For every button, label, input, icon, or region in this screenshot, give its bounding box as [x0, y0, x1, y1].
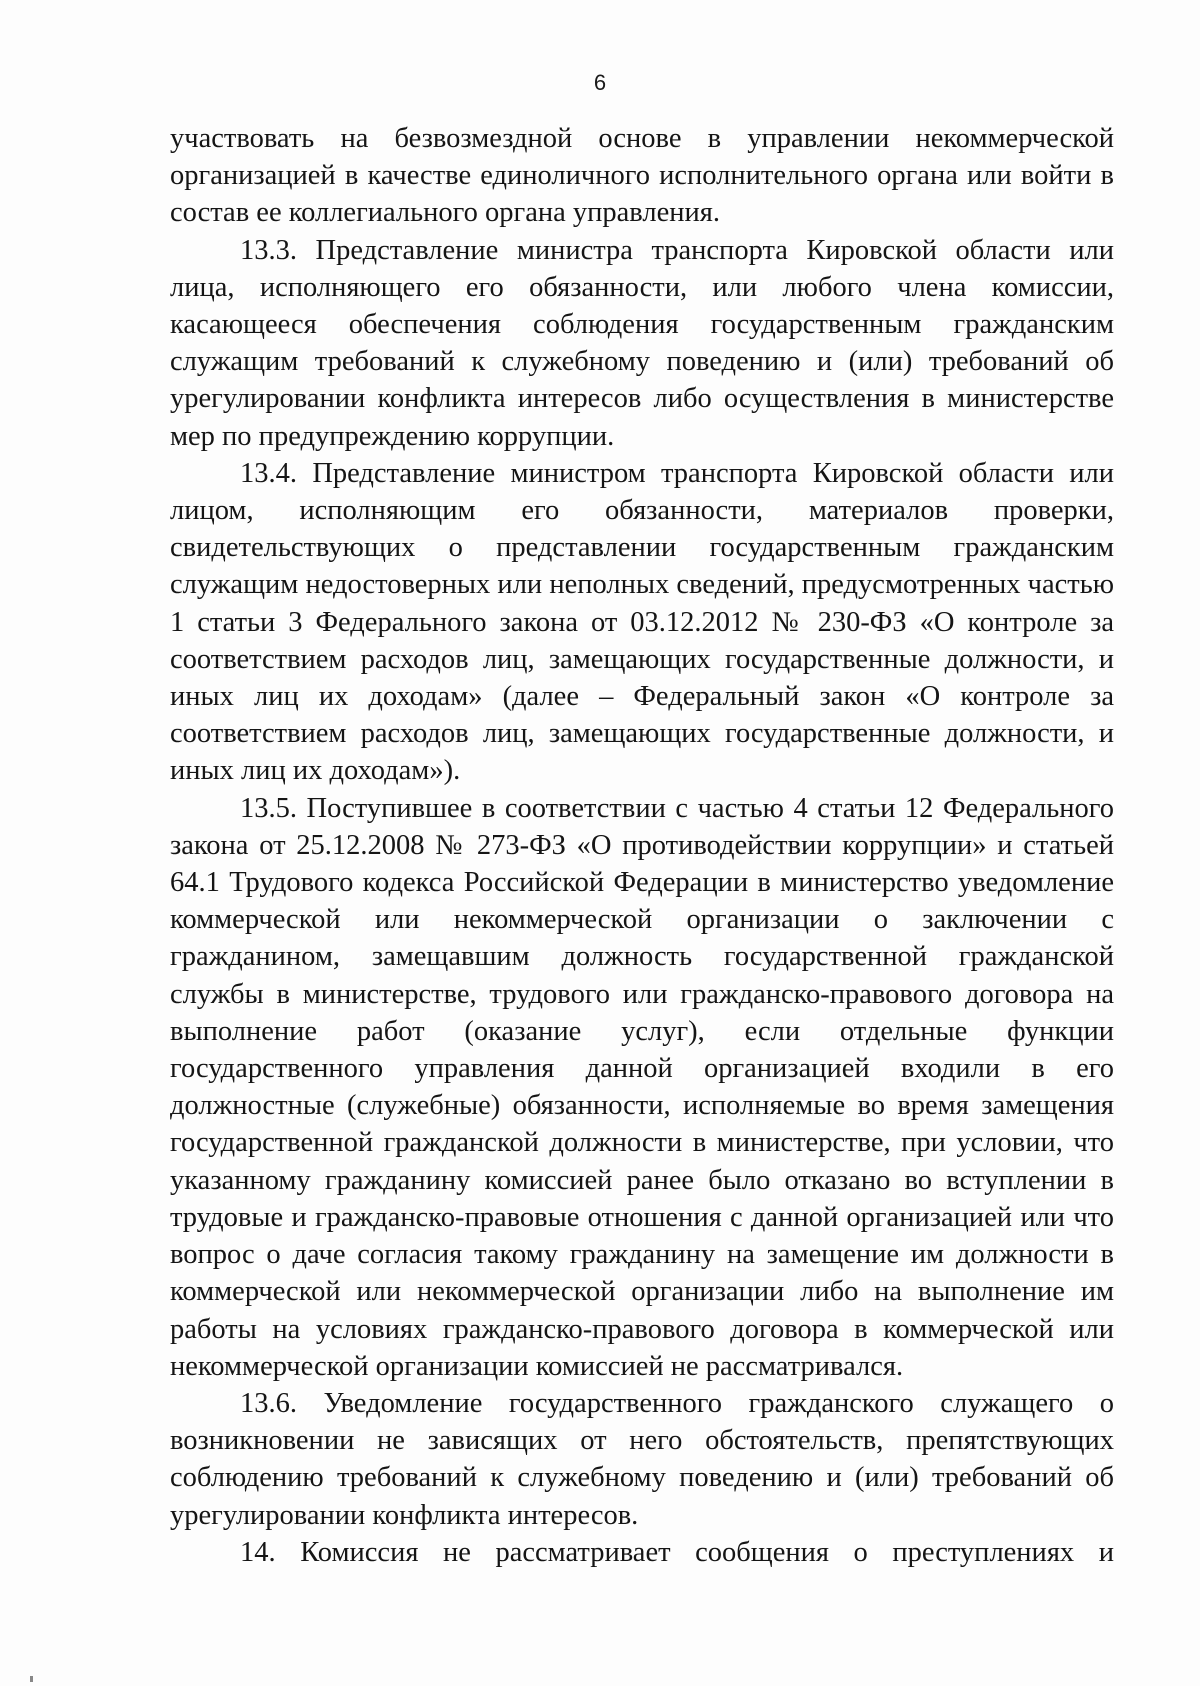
paragraph-13-3: 13.3. Представление министра транспорта Кировской области или лица, исполняющего его обязанности, или любого члена комиссии, касающееся обеспечения соблюдения государственным гражданским служащим требований к служебному поведению и (или) требований об урегулировании конфликта интересов либо осуществления в министерстве мер по предупреждению коррупции. — [170, 234, 1114, 452]
paragraph-14: 14. Комиссия не рассматривает сообщения о преступлениях и — [240, 1536, 1114, 1568]
page-number: 6 — [593, 70, 607, 95]
document-body — [170, 120, 1114, 1571]
scan-edge-mark — [30, 1676, 33, 1682]
paragraph-13-5: 13.5. Поступившее в соответствии с частью 4 статьи 12 Федерального закона от 25.12.2008 № 273-ФЗ «О противодействии коррупции» и статьей 64.1 Трудового кодекса Российской Федерации в министерство уведомление коммерческой или некоммерческой организации о заключении с гражданином, замещавшим должность государственной гражданской службы в министерстве, трудового или гражданско-правового договора на выполнение работ (оказание услуг), если отдельные функции государственного управления данной организацией входили в его должностные (служебные) обязанности, исполняемые во время замещения государственной гражданской должности в министерстве, при условии, что указанному гражданину комиссией ранее было отказано во вступлении в трудовые и гражданско-правовые отношения с данной организацией или что вопрос о даче согласия такому гражданину на замещение им должности в коммерческой или некоммерческой организации либо на выполнение им работы на условиях гражданско-правового договора в коммерческой или некоммерческой организации комиссией не рассматривался. — [170, 792, 1114, 1382]
paragraph-continuation: участвовать на безвозмездной основе в управлении некоммерческой организацией в качестве единоличного исполнительного органа или войти в состав ее коллегиального органа управления. — [170, 123, 1114, 229]
paragraph-13-4: 13.4. Представление министром транспорта Кировской области или лицом, исполняющим его обязанности, материалов проверки, свидетельствующих о представлении государственным гражданским служащим недостоверных или неполных сведений, предусмотренных частью 1 статьи 3 Федерального закона от 03.12.2012 № 230-ФЗ «О контроле за соответствием расходов лиц, замещающих государственные должности, и иных лиц их доходам» (далее – Федеральный закон «О контроле за соответствием расходов лиц, замещающих государственные должности, и иных лиц их доходам»). — [170, 457, 1114, 787]
paragraph-13-6: 13.6. Уведомление государственного гражданского служащего о возникновении не зависящих от него обстоятельств, препятствующих соблюдению требований к служебному поведению и (или) требований об урегулировании конфликта интересов. — [170, 1387, 1114, 1531]
